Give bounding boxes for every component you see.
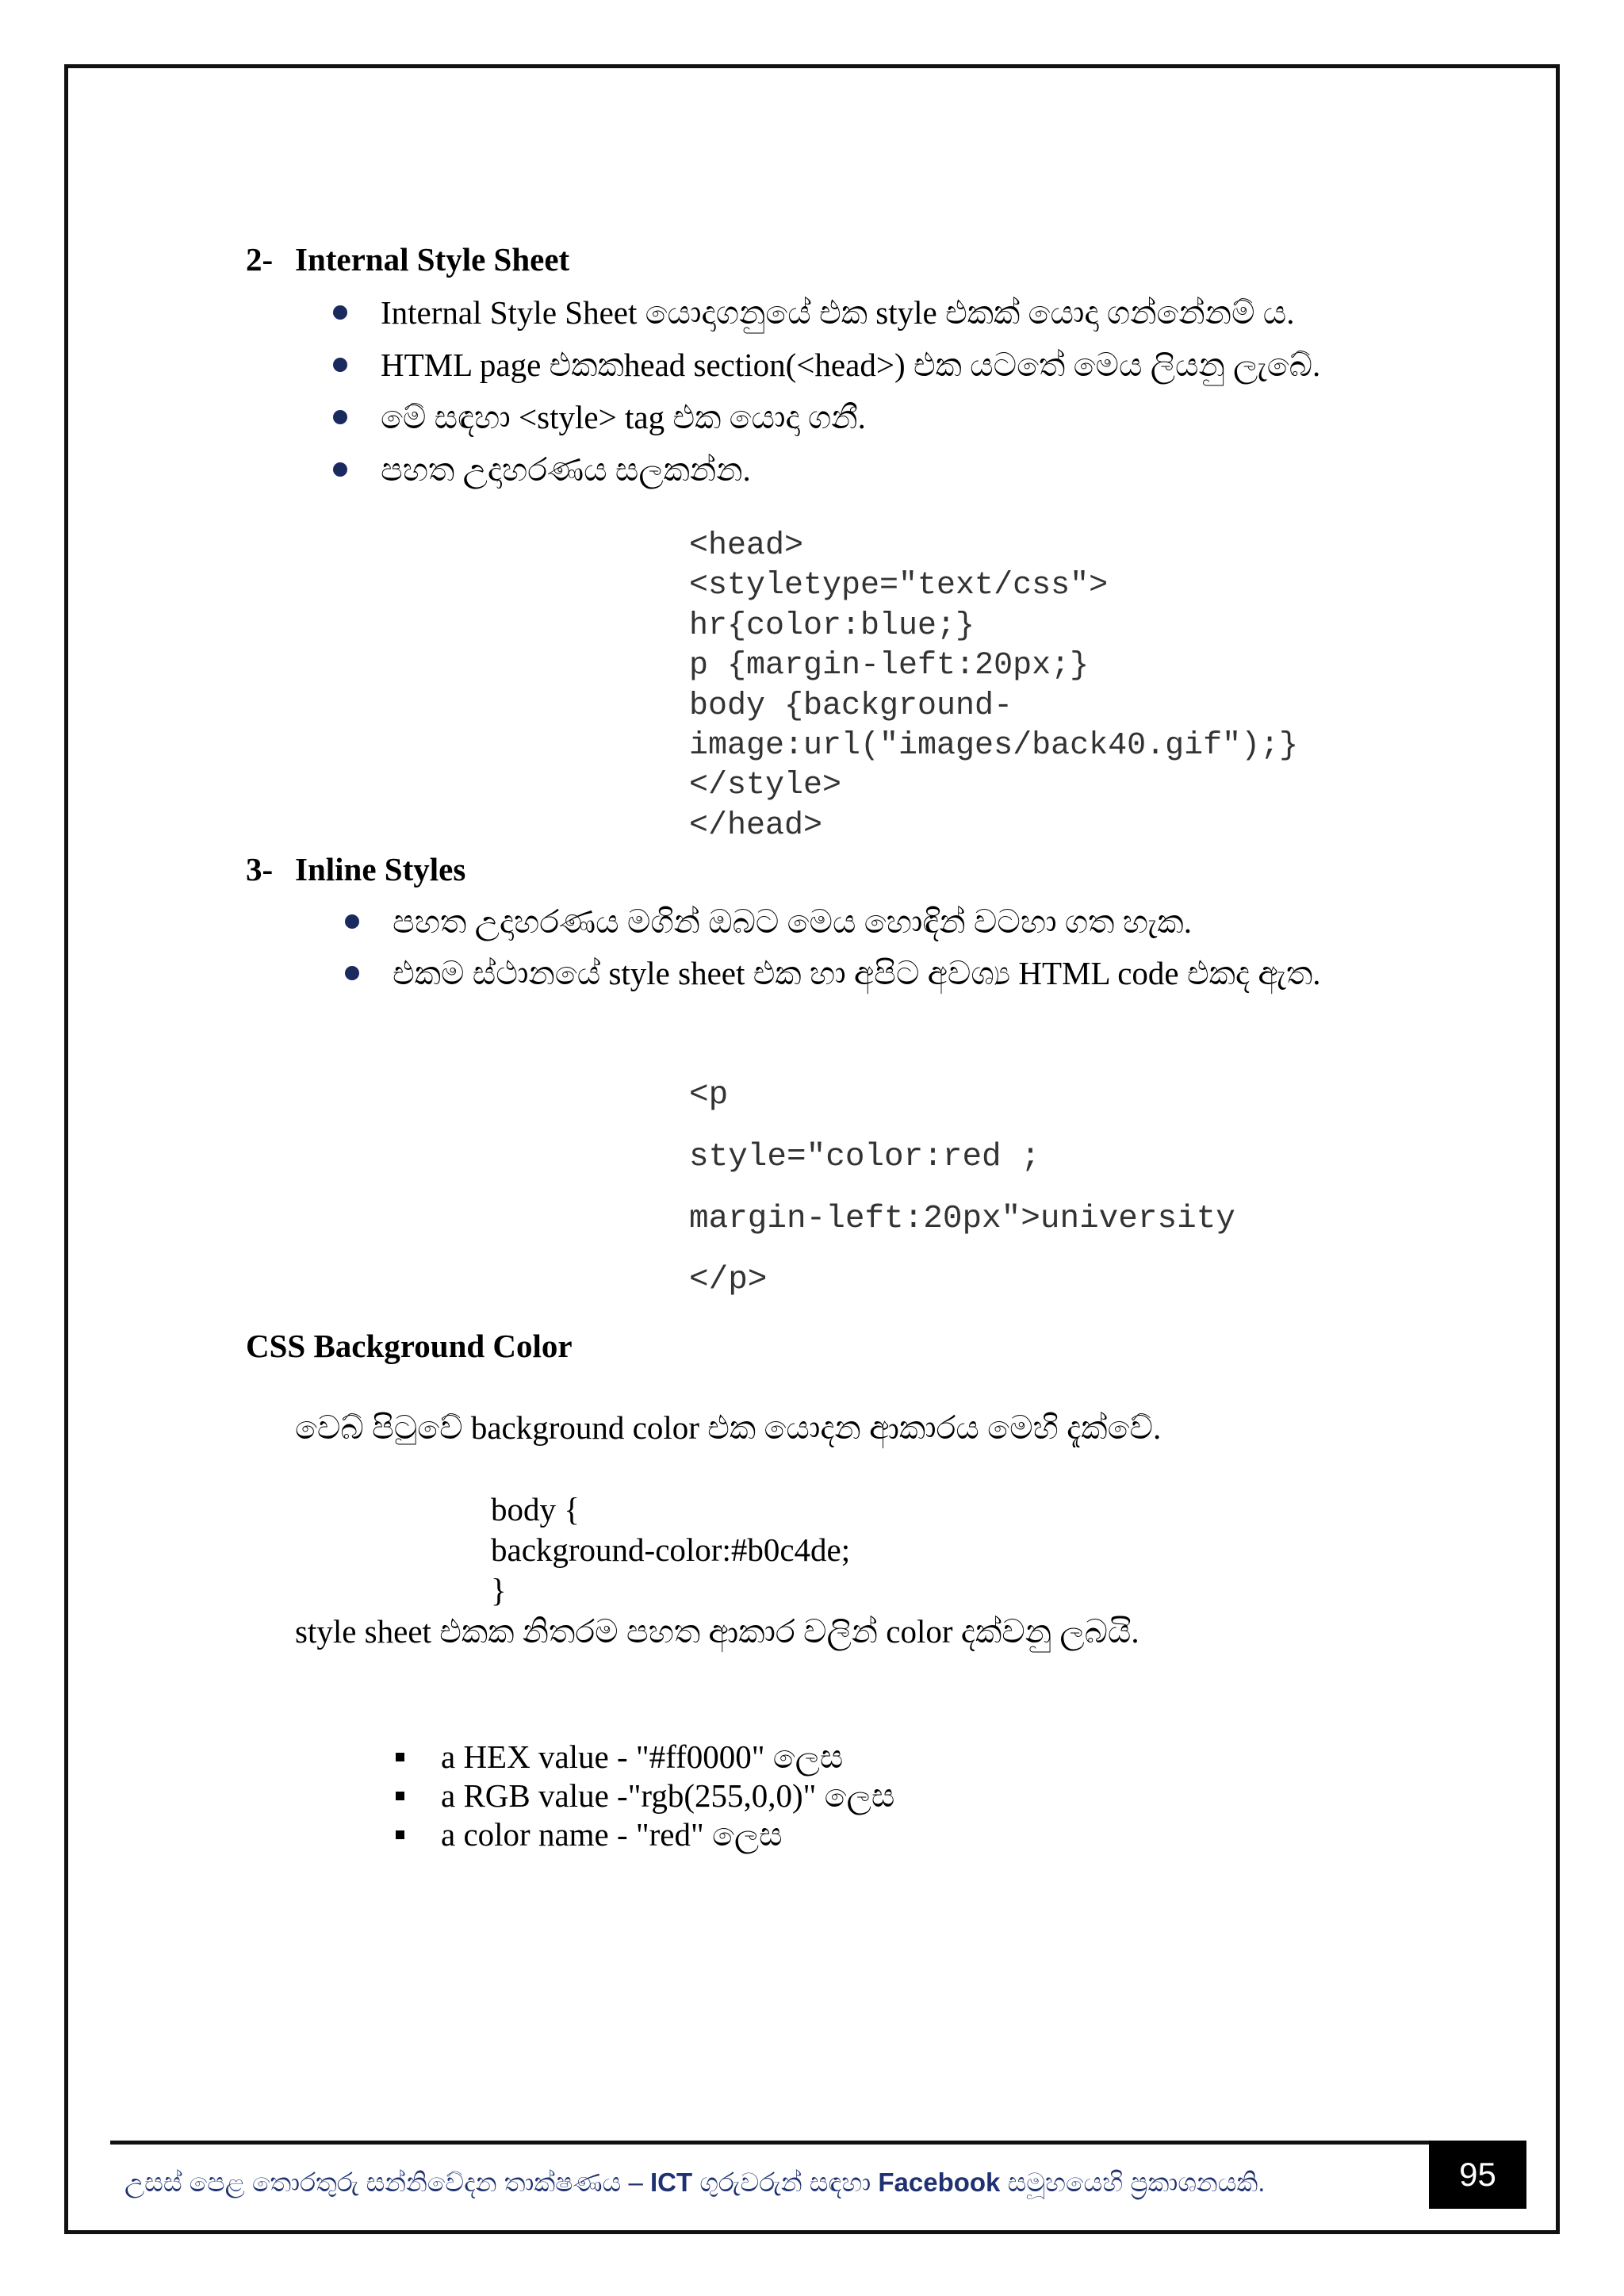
- round-bullet-icon: [345, 914, 359, 929]
- bullet-text: එකම ස්ථානයේ style sheet එක හා අපිට අවශ්‍ය HTML code එකද ඇත.: [393, 955, 1321, 992]
- bullet-item: [0, 443, 1505, 496]
- bullet-text: පහත උදාහරණය මගින් ඔබට මෙය හොඳින් වටහා ගත හැක.: [393, 903, 1192, 941]
- code-line: <styletype="text/css">: [689, 568, 1109, 604]
- code-line: </style>: [689, 768, 842, 804]
- code-line: background-color:#b0c4de;: [491, 1531, 851, 1569]
- list-item: [0, 1738, 1505, 1777]
- section-heading-inline-styles: [0, 847, 1505, 891]
- section-title: Inline Styles: [295, 851, 466, 888]
- square-bullet-icon: [396, 1792, 404, 1800]
- code-line: </p>: [689, 1262, 768, 1299]
- list-item: [0, 1777, 1505, 1815]
- color-format-list: [0, 1738, 1505, 1854]
- page-number-box: [1429, 2141, 1526, 2209]
- bullet-item: [0, 286, 1505, 339]
- list-item-text: a RGB value -"rgb(255,0,0)" ලෙස: [441, 1777, 895, 1815]
- bullet-list-internal-style: [0, 286, 1505, 496]
- footer-text: [124, 2165, 1417, 2200]
- round-bullet-icon: [333, 462, 347, 477]
- footer-text-part: උසස් පෙළ තොරතුරු සන්නිවේදන තාක්ෂණය –: [124, 2168, 643, 2197]
- bullet-text: Internal Style Sheet යොදාගනුයේ එක style එකක් යොදා ගන්නේනම් ය.: [381, 294, 1295, 331]
- section-title: CSS Background Color: [246, 1328, 573, 1365]
- bullet-item: [0, 896, 1505, 948]
- code-line: body {: [491, 1491, 580, 1528]
- code-block-inline-style: [0, 1065, 1505, 1312]
- code-block-background-color: [0, 1489, 1505, 1611]
- footer-text-part: ගුරුවරුන් සඳහා: [699, 2168, 871, 2197]
- list-item: [0, 1815, 1505, 1854]
- round-bullet-icon: [333, 358, 347, 372]
- section-title: Internal Style Sheet: [295, 241, 570, 278]
- code-line: style="color:red ;: [689, 1138, 1040, 1175]
- list-item-text: a HEX value - "#ff0000" ලෙස: [441, 1738, 844, 1776]
- bullet-list-inline-styles: [0, 896, 1505, 999]
- footer-text-part: සමූහයෙහි ප්‍රකාශනයකි.: [1007, 2168, 1266, 2197]
- code-line: margin-left:20px">university: [689, 1200, 1235, 1237]
- bullet-item: [0, 391, 1505, 443]
- square-bullet-icon: [396, 1753, 404, 1761]
- code-line: </head>: [689, 807, 823, 844]
- section-heading-internal-style-sheet: [0, 237, 1505, 282]
- code-line: body {background-: [689, 688, 1013, 724]
- code-line: <head>: [689, 528, 804, 564]
- section-number: 2-: [246, 241, 274, 278]
- bullet-item: [0, 948, 1505, 999]
- code-block-internal-style: [0, 527, 1505, 846]
- code-line: hr{color:blue;}: [689, 608, 975, 644]
- section-number: 3-: [246, 851, 274, 888]
- footer-ict-text: ICT: [649, 2168, 693, 2197]
- list-item-text: a color name - "red" ලෙස: [441, 1816, 783, 1853]
- code-line: }: [491, 1572, 507, 1609]
- bullet-text: HTML page එකකhead section(<head>) එක යටතේ මෙය ලියනු ලැබේ.: [381, 347, 1321, 383]
- square-bullet-icon: [396, 1830, 404, 1839]
- note-paragraph: style sheet එකක නිතරම පහත ආකාර වලින් color දක්වනු ලබයි.: [295, 1613, 1139, 1650]
- footer-facebook-text: Facebook: [878, 2168, 1001, 2197]
- page-number: 95: [1459, 2156, 1496, 2193]
- code-line: p {margin-left:20px;}: [689, 648, 1090, 684]
- code-line: image:url("images/back40.gif");}: [689, 728, 1299, 765]
- section-heading-css-background-color: [0, 1324, 1505, 1368]
- round-bullet-icon: [333, 305, 347, 320]
- bullet-item: [0, 339, 1505, 391]
- round-bullet-icon: [345, 966, 359, 980]
- code-line: <p: [689, 1077, 729, 1114]
- footer-rule: [110, 2141, 1429, 2145]
- bullet-text: පහත උදාහරණය සලකන්න.: [381, 451, 751, 488]
- intro-paragraph: වෙබ් පිටුවේ background color එක යොදන ආකාරය මෙහි දැක්වේ.: [295, 1409, 1162, 1447]
- round-bullet-icon: [333, 410, 347, 424]
- bullet-text: මේ සඳහා <style> tag එක යොදා ගනී.: [381, 399, 866, 435]
